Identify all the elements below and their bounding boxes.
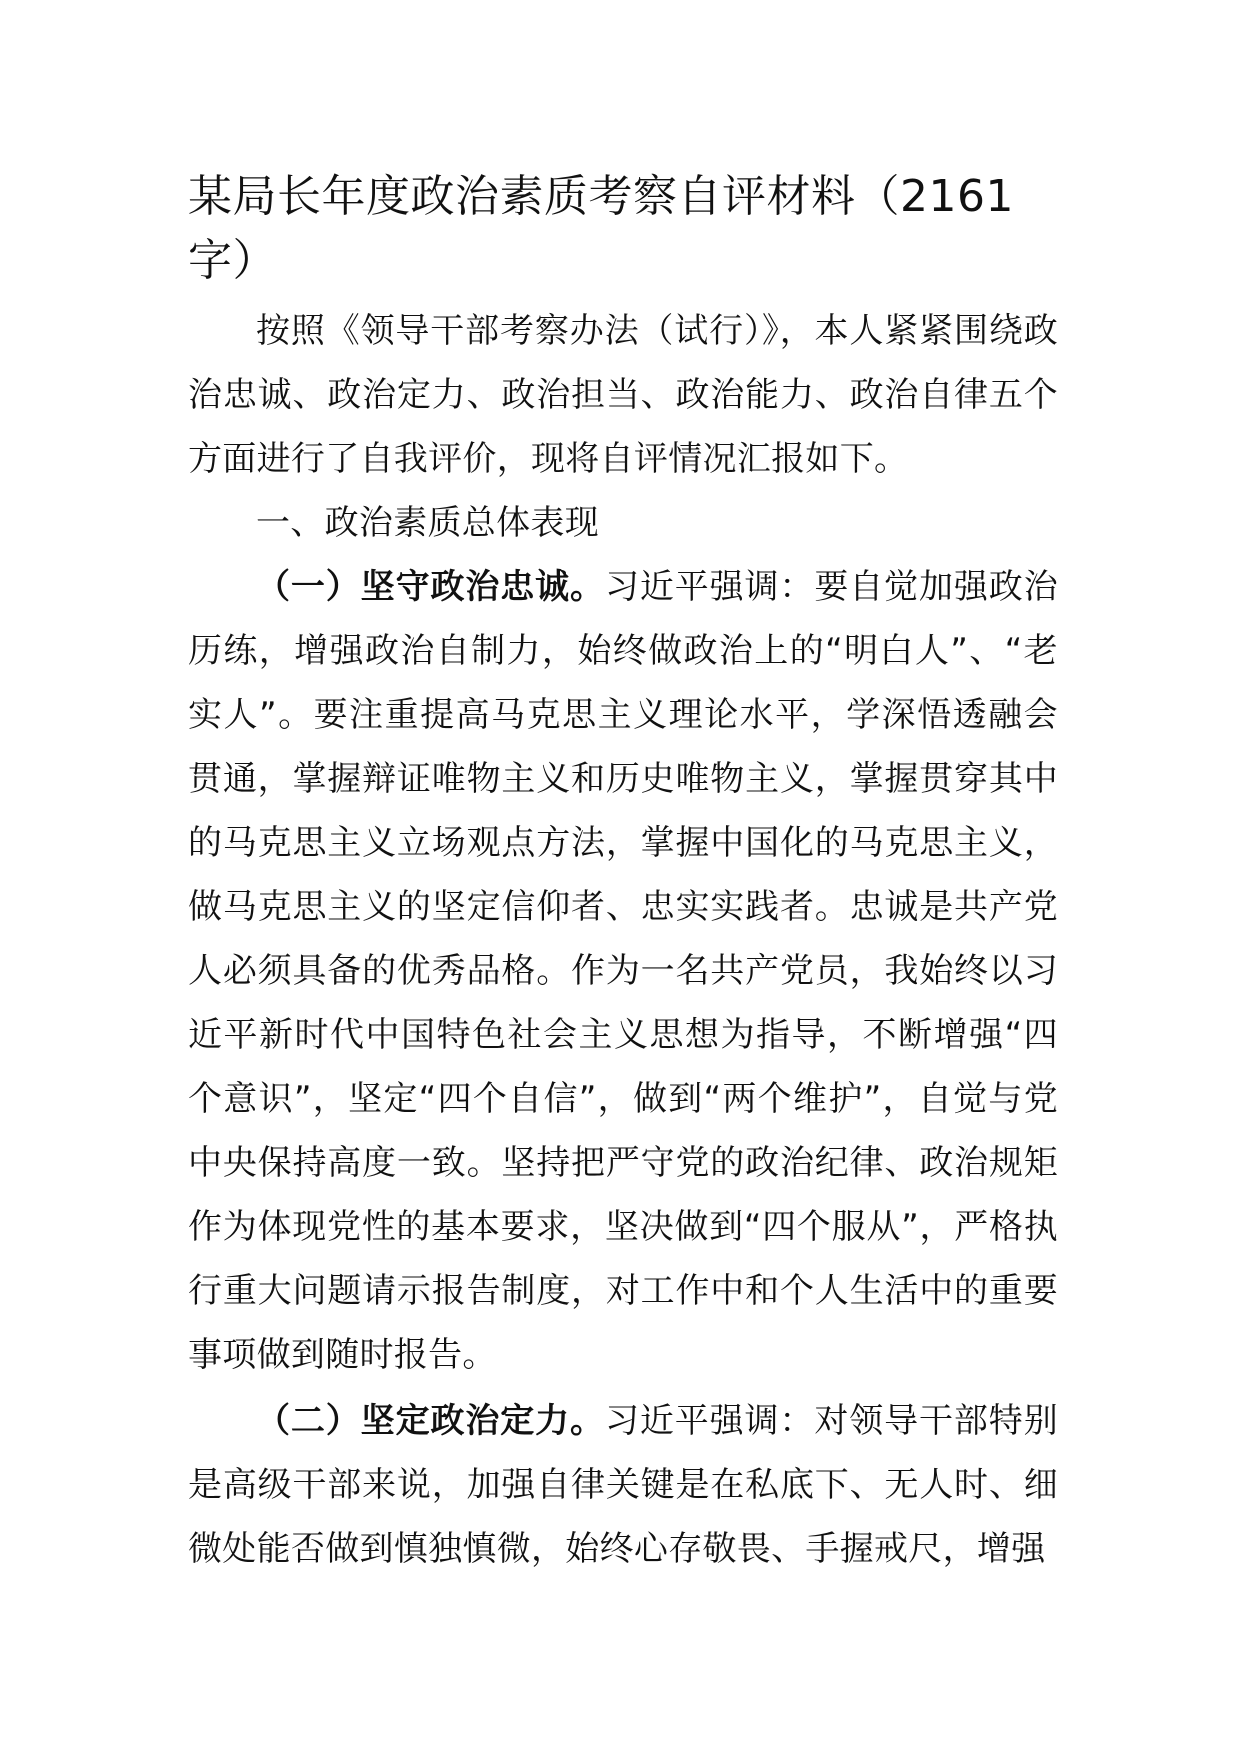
- item-2-paragraph: [188, 1389, 1058, 1581]
- item-1-body: 习近平强调：要自觉加强政治历练，增强政治自制力，始终做政治上的“明白人”、“老实人”。要注重提高马克思主义理论水平，学深悟透融会贯通，掌握辩证唯物主义和历史唯物主义，掌握贯穿其中的马克思主义立场观点方法，掌握中国化的马克思主义，做马克思主义的坚定信仰者、忠实实践者。忠诚是共产党人必须具备的优秀品格。作为一名共产党员，我始终以习近平新时代中国特色社会主义思想为指导，不断增强“四个意识”，坚定“四个自信”，做到“两个维护”，自觉与党中央保持高度一致。坚持把严守党的政治纪律、政治规矩作为体现党性的基本要求，坚决做到“四个服从”，严格执行重大问题请示报告制度，对工作中和个人生活中的重要事项做到随时报告。: [188, 567, 1058, 1375]
- item-2-label: （二）坚定政治定力。: [256, 1401, 605, 1441]
- document-body: [188, 165, 1058, 1581]
- section-heading-1: 一、政治素质总体表现: [256, 503, 599, 543]
- item-1-label: （一）坚守政治忠诚。: [256, 567, 605, 607]
- intro-paragraph: 按照《领导干部考察办法（试行）》，本人紧紧围绕政治忠诚、政治定力、政治担当、政治能力、政治自律五个方面进行了自我评价，现将自评情况汇报如下。: [188, 311, 1058, 479]
- document-title: 某局长年度政治素质考察自评材料（2161字）: [188, 171, 1014, 286]
- item-2-body: 习近平强调：对领导干部特别是高级干部来说，加强自律关键是在私底下、无人时、细微处能否做到慎独慎微，始终心存敬畏、手握戒尺，增强: [188, 1401, 1058, 1569]
- item-1-paragraph: [188, 555, 1058, 1387]
